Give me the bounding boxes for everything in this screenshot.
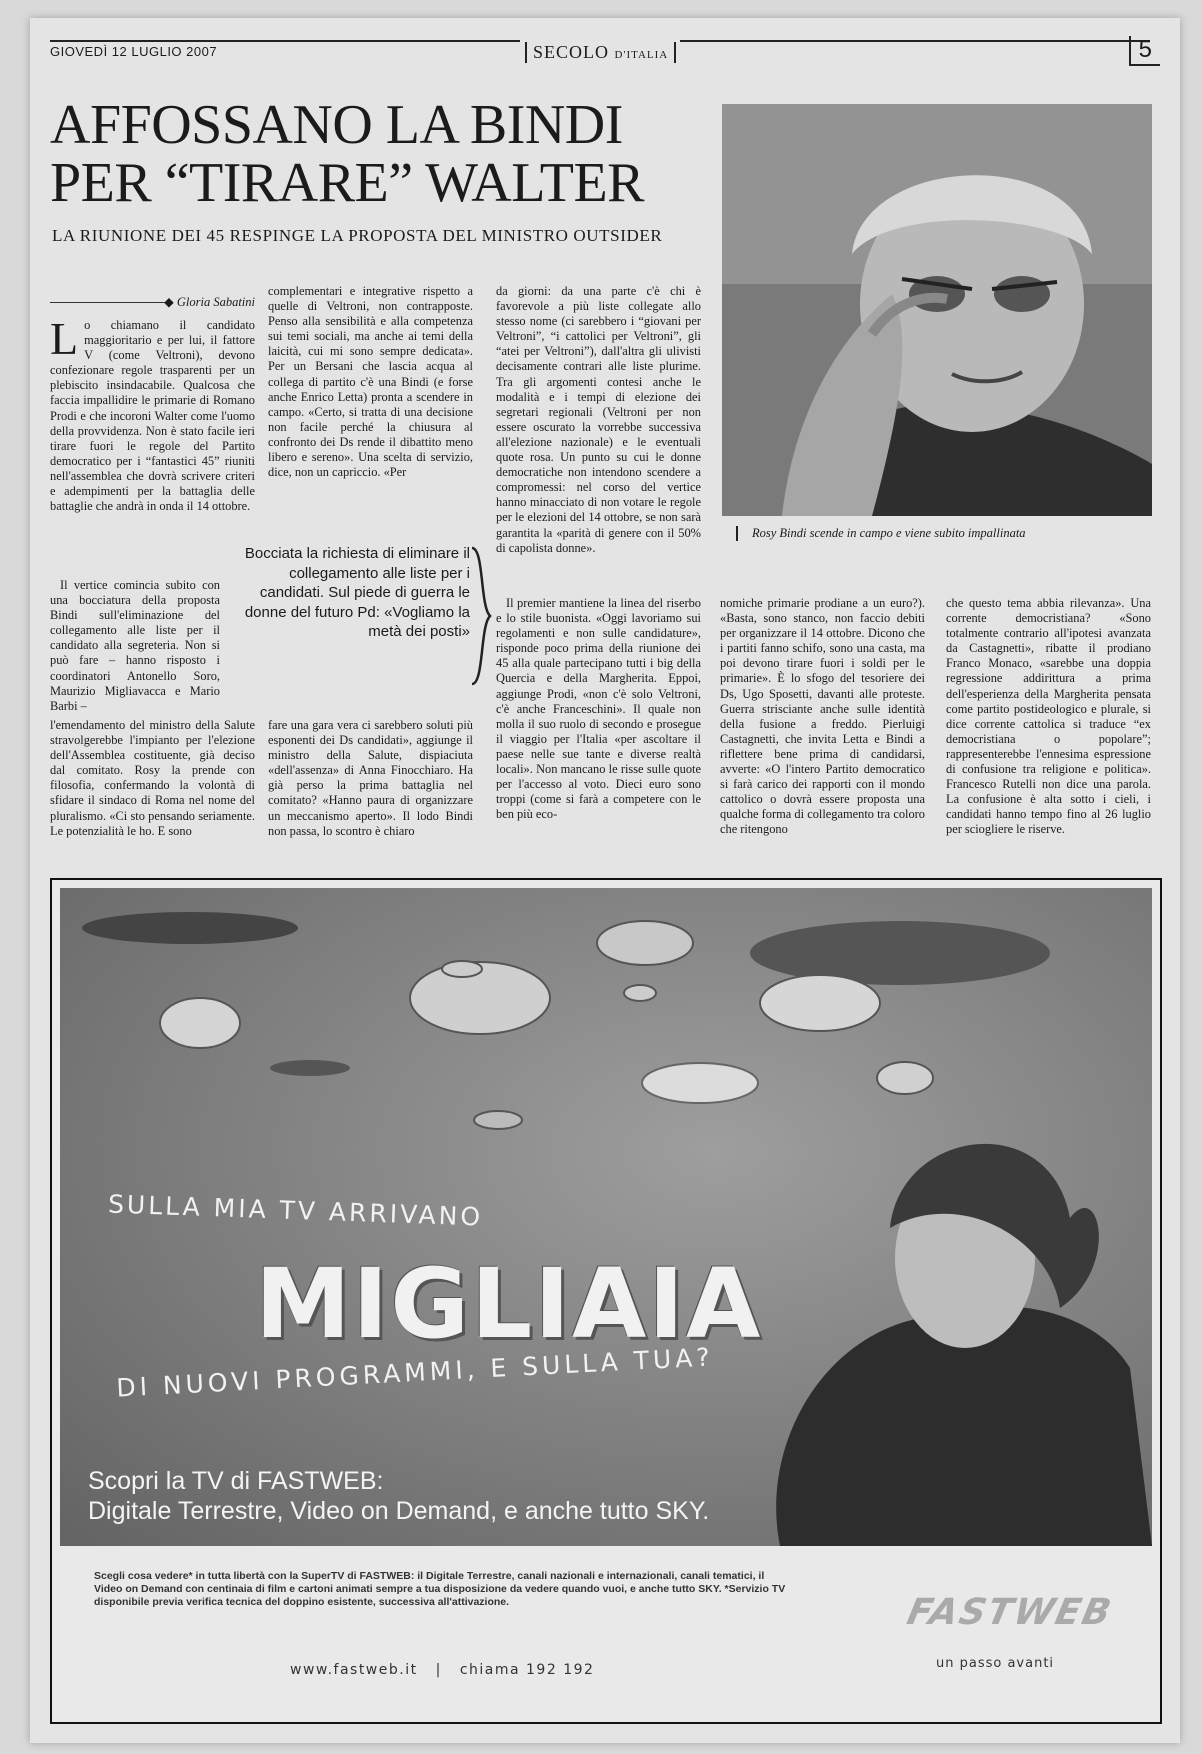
pull-quote-brace (470, 546, 492, 686)
ad-contact (290, 1662, 594, 1678)
headline-line-1: AFFOSSANO LA BINDI (50, 94, 623, 156)
newspaper-name-suffix: D'ITALIA (614, 49, 669, 61)
page-number: 5 (1129, 36, 1160, 66)
article-text-3a: da giorni: da una parte c'è chi è favorevole a più liste collegate allo stesso nome (ci sarebbero i “giovani per Veltroni”, “i cattolici per Veltroni”, gli “atei per Veltroni”), dall'altra gli ulivisti decisamente contrari alle liste plurime. Tra gli argomenti contesi anche le modalità e i tempi di elezione dei segretari regionali (Veltroni per non essere oscurato la vorrebbe successiva all'elezione nazionale) e le eventuali quote rosa. Un punto su cui le donne democratiche non intendono scendere a compromessi: nel corso del vertice hanno minacciato di non votare le regole per le elezioni del 14 ottobre, se non sarà garantita la «parità di genere con il 50% di capolista donne». (496, 284, 701, 555)
article-text-2a: complementari e integrative rispetto a quelle di Veltroni, non contrapposte. Penso alla sensibilità e alla competenza sui temi sociali, ma anche ai temi della laicità, cui mi sono sempre dedicata». Per un Bersani che lascia acqua al collega di partito c'è una Bindi (e forse anche Enrico Letta) pronta a scendere in campo. «Certo, si tratta di una decisione non facile perché la chiusura al confronto dei Ds rende il dibattito meno libero e sereno». Una scelta di servizio, dice, non un capriccio. «Per (268, 284, 473, 480)
article-text-1c: l'emendamento del ministro della Salute stravolgerebbe l'impianto per l'elezione dell'Assemblea costituente, già deciso dal comitato. Rosy la prende con filosofia, confermando la volontà di sfidare il sindaco di Roma nel nome del pluralismo. «Ci sto pensando seriamente. Le potenzialità le ho. E sono (50, 718, 255, 838)
ad-headline-main: MIGLIAIA (255, 1248, 763, 1360)
portrait-illustration (722, 104, 1152, 516)
newspaper-name (525, 42, 676, 63)
ad-tagline: un passo avanti (936, 1656, 1055, 1671)
ad-footer (60, 1552, 1152, 1712)
article-column-3b (496, 596, 701, 822)
subheadline: LA RIUNIONE DEI 45 RESPINGE LA PROPOSTA DEL MINISTRO OUTSIDER (52, 226, 663, 245)
article-text-1a: o chiamano il candidato maggioritario e per lui, il fattore V (come Veltroni), devono confezionare regole trasparenti per un plebiscito insindacabile. Qualcosa che faccia impallidire le primarie di Romano Prodi e che incoroni Walter come l'uomo della provvidenza. Non è stato facile ieri tirare fuori le regole del Partito democratico per i “fantastici 45” riuniti nell'assemblea che dovrà scrivere criteri e adempimenti per la battaglia delle battaglie che andrà in onda il 14 ottobre. (50, 318, 255, 514)
masthead (50, 34, 1160, 74)
fastweb-logo: FASTWEB (903, 1592, 1117, 1633)
ad-contact-separator: | (435, 1662, 442, 1678)
ad-headline-bottom: DI NUOVI PROGRAMMI, E SULLA TUA? (115, 1342, 715, 1403)
article-text-5: che questo tema abbia rilevanza». Una corrente democristiana? «Sono totalmente contrario all'ipotesi avanzata da Castagnetti», ribatte il prodiano Franco Monaco, «sarebbe una doppia regressione addirittura a prima dell'esperienza della Margherita pensata come partito postideologico e plurale, si dice corrente cattolica si traduce “ex democristiana o popolare”; rappresenterebbe l'ennesima espressione di confusione tra religione e politica». Francesco Rutelli non dice una parola. La confusione è alta sotto i cieli, i candidati hanno tempo fino al 26 luglio per sciogliere le riserve. (946, 596, 1151, 837)
ad-website[interactable]: www.fastweb.it (290, 1662, 418, 1678)
byline: ◆ Gloria Sabatini (50, 294, 255, 310)
photo-caption: Rosy Bindi scende in campo e viene subito impallinata (736, 526, 1136, 541)
drop-cap: L (50, 313, 79, 364)
article-column-3a (496, 284, 701, 556)
ad-headline-top: SULLA MIA TV ARRIVANO (107, 1189, 484, 1232)
ad-sky-illustration (60, 888, 1152, 1546)
article-column-2b (268, 718, 473, 839)
article-column-4 (720, 596, 925, 838)
ad-fine-print: Scegli cosa vedere* in tutta libertà con la SuperTV di FASTWEB: il Digitale Terrestre, canali nazionali e internazionali, canali tematici, il Video on Demand con centinaia di film e cartoni animati sempre a tua disposizione da vedere quando vuoi, e anche tutto SKY. *Servizio TV disponibile previa verifica tecnica del doppino esistente, successiva all'attivazione. (94, 1570, 786, 1608)
article-text-3b: Il premier mantiene la linea del riserbo e lo stile buonista. «Oggi lavoriamo sui regolamenti e non sulle candidature», risponde poco prima della riunione dei 45 alla quale partecipano tutti i big della Quercia e della Margherita. Eppoi, aggiunge Prodi, «non c'è solo Veltroni, c'è anche Franceschini». Il quale non molla il suo ruolo di secondo e prosegue il viaggio per l'Italia «per ascoltare il paese nelle sue tante e diverse realtà locali». Non mancano le risse sulle quote per l'accesso al voto. Dieci euro sono troppi (come si farà a competere con le ben più eco- (496, 596, 701, 822)
article-text-2b: fare una gara vera ci sarebbero soluti più esponenti dei Ds candidati», aggiunge il ministro della Salute, dispiaciuta «dell'assenza» di Anna Finocchiaro. Ha già perso la prima battaglia nel comitato? «Hanno paura di organizzare un meccanismo aperto». Il lodo Bindi non passa, lo scontro è chiaro (268, 718, 473, 838)
headline-line-2: PER “TIRARE” WALTER (50, 152, 645, 214)
ad-offer-title: Scopri la TV di FASTWEB: (88, 1467, 384, 1495)
masthead-rule-left (50, 40, 520, 42)
article-text-1b: Il vertice comincia subito con una bocciatura della proposta Bindi sull'eliminazione del collegamento alle liste per il candidato alla segreteria. Non si può fare – hanno risposto i coordinatori Antonello Soro, Maurizio Migliavacca e Mario Barbi – (50, 578, 220, 713)
pull-quote: Bocciata la richiesta di eliminare il collegamento alle liste per i candidati. Sul piede di guerra le donne del futuro Pd: «Vogliamo la metà dei posti» (244, 545, 470, 640)
article-column-1b (50, 578, 220, 714)
masthead-rule-right (680, 40, 1150, 42)
issue-date: GIOVEDÌ 12 LUGLIO 2007 (50, 44, 218, 59)
ad-offer (88, 1466, 709, 1526)
newspaper-page (30, 18, 1180, 1743)
ad-phone: chiama 192 192 (459, 1662, 595, 1678)
article-column-1c (50, 718, 255, 839)
article-text-4: nomiche primarie prodiane a un euro?). «Basta, sono stanco, non faccio debiti per organizzare il 14 ottobre. Dicono che i partiti fanno schifo, sono una casta, ma poi devono tirare fuori i soldi per le primarie». È lo sfogo del tesoriere dei Ds, Ugo Sposetti, davanti alle proteste. Guerra strisciante anche sulle identità della fusione a freddo. Pierluigi Castagnetti, che invita Letta e Bindi a riflettere bene prima di candidarsi, avverte: «O l'intero Partito democratico si farà carico dei rapporti con il mondo cattolico o dovrà essere proposta una qualche forma di collegamento tra coloro che ritengono (720, 596, 925, 837)
ad-offer-detail: Digitale Terrestre, Video on Demand, e anche tutto SKY. (88, 1497, 710, 1525)
portrait-photo (722, 104, 1152, 516)
newspaper-name-main: SECOLO (533, 42, 610, 62)
article-column-2a (268, 284, 473, 480)
article-column-5 (946, 596, 1151, 838)
headline (50, 96, 670, 212)
article-column-1a (50, 313, 255, 514)
fastweb-advertisement (50, 878, 1162, 1724)
